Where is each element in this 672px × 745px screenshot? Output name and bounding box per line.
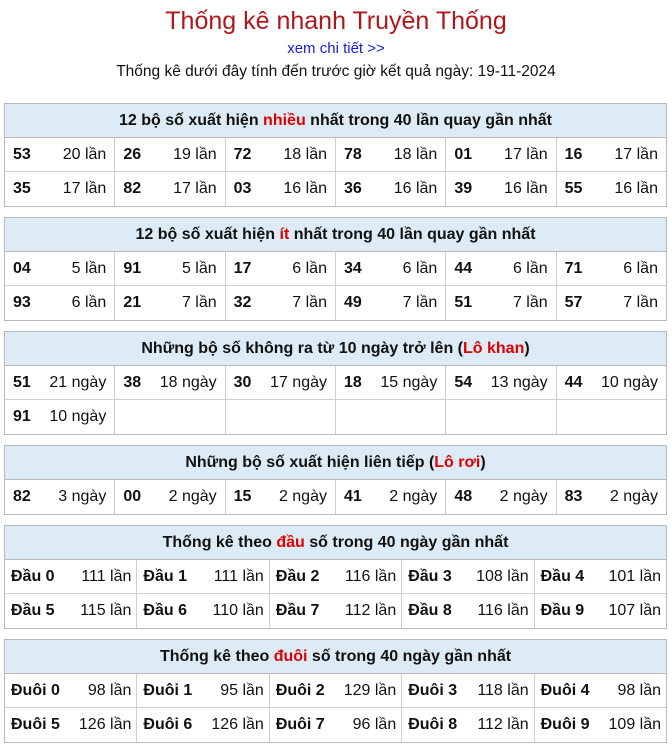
stat-count: 98 lần [87, 681, 132, 699]
stat-count: 17 lần [173, 180, 217, 197]
table-row [5, 138, 666, 172]
stat-cell [446, 286, 556, 320]
stat-cell [115, 172, 225, 206]
stat-cell [5, 138, 115, 171]
stat-count: 16 lần [504, 180, 548, 197]
stat-number: Đầu 1 [143, 567, 187, 585]
stat-number: 53 [13, 145, 31, 163]
stat-cell [557, 480, 666, 514]
stat-count: 109 lần [608, 716, 662, 733]
stat-cell [270, 560, 402, 593]
stat-cell [446, 366, 556, 399]
table-row [5, 480, 666, 514]
stat-cell [226, 286, 336, 320]
stat-number: 18 [343, 373, 362, 391]
stat-number: Đuôi 9 [540, 716, 590, 733]
stat-cell [336, 138, 446, 171]
stat-count: 126 lần [211, 716, 264, 733]
stat-number: 71 [564, 259, 583, 277]
stat-count: 112 lần [477, 716, 529, 733]
stat-cell [270, 708, 402, 742]
stat-number: 78 [343, 145, 362, 163]
stat-cell [446, 400, 556, 434]
date-line: Thống kê dưới đây tính đến trước giờ kết quả ngày: 19-11-2024 [116, 63, 556, 80]
stat-number: Đầu 8 [408, 602, 452, 619]
stat-number: 91 [123, 259, 142, 277]
heading-text: số trong 40 ngày gần nhất [304, 534, 509, 551]
table-row [5, 400, 666, 434]
stat-number: Đuôi 0 [11, 681, 60, 699]
table-row [5, 366, 666, 400]
stat-cell [557, 366, 666, 399]
stat-cell [115, 400, 225, 434]
stat-cell [557, 286, 666, 320]
heading-text: Thống kê theo [159, 648, 274, 665]
stat-cell [336, 400, 446, 434]
stat-count: 116 lần [344, 567, 397, 585]
heading-highlight: nhiều [263, 112, 306, 129]
stat-count: 18 ngày [159, 373, 217, 391]
stat-cell [137, 560, 269, 593]
stat-count: 19 lần [173, 145, 217, 163]
stat-count: 7 lần [181, 294, 217, 311]
stat-count: 101 lần [608, 567, 662, 585]
stat-cell [557, 172, 666, 206]
section-heading [5, 640, 666, 674]
stat-number: Đuôi 3 [408, 681, 458, 699]
stat-number: 49 [343, 294, 362, 311]
lo-roi-section [4, 445, 667, 515]
stat-count: 6 lần [623, 259, 658, 277]
stat-cell [137, 674, 269, 707]
stat-count: 15 ngày [380, 373, 438, 391]
stat-count: 5 lần [71, 259, 107, 277]
stat-count: 111 lần [213, 567, 264, 585]
stat-cell [226, 172, 336, 206]
stat-count: 10 ngày [49, 408, 107, 425]
stat-cell [5, 366, 115, 399]
stat-number: 44 [564, 373, 583, 391]
stat-cell [5, 560, 137, 593]
stat-number: 04 [13, 259, 31, 277]
stat-cell [557, 252, 666, 285]
stat-number: 72 [233, 145, 252, 163]
stat-cell [446, 172, 556, 206]
stat-cell [402, 708, 534, 742]
section-heading [5, 218, 666, 252]
stat-cell [336, 172, 446, 206]
stat-number: 30 [233, 373, 252, 391]
stat-number: 03 [233, 180, 252, 197]
stat-count: 16 lần [393, 180, 438, 197]
stat-count: 16 lần [614, 180, 658, 197]
stat-cell [115, 252, 225, 285]
stat-number: 51 [13, 373, 31, 391]
stat-cell [5, 594, 137, 628]
stat-number: 38 [123, 373, 142, 391]
stat-cell [115, 366, 225, 399]
stat-cell [5, 708, 137, 742]
stat-number: Đầu 2 [275, 567, 320, 585]
stat-cell [5, 480, 115, 514]
stat-number: 51 [454, 294, 473, 311]
table-row [5, 172, 666, 206]
stat-count: 6 lần [402, 259, 438, 277]
heading-text: 12 bộ số xuất hiện [135, 226, 280, 243]
stat-cell [5, 400, 115, 434]
stat-number: Đầu 5 [11, 602, 55, 619]
stat-count: 95 lần [220, 681, 264, 699]
heading-text: 12 bộ số xuất hiện [119, 112, 264, 129]
stat-number: 00 [123, 488, 142, 505]
stat-cell [336, 252, 446, 285]
stat-count: 13 ngày [490, 373, 548, 391]
stat-number: 55 [564, 180, 583, 197]
stat-number: Đuôi 6 [143, 716, 193, 733]
stat-number: 17 [233, 259, 252, 277]
stat-count: 129 lần [343, 681, 397, 699]
stat-number: 41 [343, 488, 362, 505]
stat-count: 108 lần [476, 567, 529, 585]
page-header [0, 0, 672, 86]
stat-cell [535, 594, 666, 628]
section-heading [5, 526, 666, 560]
stat-number: Đuôi 5 [11, 716, 60, 733]
lo-khan-section [4, 331, 667, 435]
stat-count: 6 lần [512, 259, 548, 277]
stat-count: 17 lần [62, 180, 107, 197]
stat-count: 110 lần [212, 602, 264, 619]
section-heading [5, 104, 666, 138]
stat-count: 107 lần [608, 602, 662, 619]
stat-number: Đầu 3 [408, 567, 452, 585]
stat-number: 44 [454, 259, 473, 277]
stat-cell [402, 594, 534, 628]
stat-cell [137, 594, 269, 628]
most-frequent-section [4, 103, 667, 207]
stat-cell [557, 138, 666, 171]
stat-cell [336, 480, 446, 514]
stat-count: 20 lần [62, 145, 107, 163]
heading-text: nhất trong 40 lần quay gần nhất [289, 226, 536, 243]
table-row [5, 560, 666, 594]
stat-count: 2 ngày [499, 488, 548, 505]
stat-cell [535, 674, 666, 707]
stat-number: 57 [564, 294, 583, 311]
table-row [5, 286, 666, 320]
table-row [5, 674, 666, 708]
stat-cell [535, 560, 666, 593]
stat-cell [402, 674, 534, 707]
heading-highlight: Lô rơi [434, 454, 481, 471]
stat-number: 35 [13, 180, 31, 197]
heading-text: ) [524, 340, 530, 357]
heading-text: Những bộ số không ra từ 10 ngày trở lên ( [141, 340, 463, 357]
stat-cell [557, 400, 666, 434]
stat-number: Đầu 7 [275, 602, 320, 619]
stat-number: 82 [123, 180, 142, 197]
stat-cell [446, 252, 556, 285]
heading-text: số trong 40 ngày gần nhất [307, 648, 512, 665]
stat-count: 7 lần [512, 294, 548, 311]
stat-number: Đuôi 1 [143, 681, 193, 699]
stat-count: 17 ngày [270, 373, 327, 391]
detail-link[interactable]: xem chi tiết >> [287, 40, 385, 57]
heading-text: Những bộ số xuất hiện liên tiếp ( [185, 454, 435, 471]
stat-count: 16 lần [283, 180, 327, 197]
stat-number: 93 [13, 294, 31, 311]
stat-cell [5, 172, 115, 206]
table-row [5, 708, 666, 742]
stat-count: 96 lần [352, 716, 397, 733]
stat-cell [535, 708, 666, 742]
stat-number: 48 [454, 488, 473, 505]
stat-count: 115 lần [80, 602, 132, 619]
heading-text: ) [480, 454, 486, 471]
stat-count: 2 ngày [278, 488, 327, 505]
stat-number: Đầu 4 [540, 567, 585, 585]
heading-highlight: đuôi [273, 648, 308, 665]
stat-count: 2 ngày [389, 488, 438, 505]
heading-highlight: ít [279, 226, 290, 243]
table-row [5, 594, 666, 628]
stat-cell [270, 594, 402, 628]
stat-number: 82 [13, 488, 31, 505]
stat-number: 15 [233, 488, 252, 505]
stat-number: Đầu 0 [11, 567, 55, 585]
stat-number: Đuôi 4 [540, 681, 590, 699]
heading-text: Thống kê theo [162, 534, 277, 551]
section-heading [5, 332, 666, 366]
stat-cell [226, 138, 336, 171]
stat-cell [226, 252, 336, 285]
stat-cell [336, 366, 446, 399]
stat-count: 6 lần [71, 294, 107, 311]
section-heading [5, 446, 666, 480]
heading-highlight: đầu [276, 534, 305, 551]
stat-count: 98 lần [617, 681, 662, 699]
stat-cell [446, 138, 556, 171]
stat-count: 116 lần [477, 602, 529, 619]
stat-cell [446, 480, 556, 514]
stat-cell [226, 366, 336, 399]
stat-number: Đuôi 7 [275, 716, 325, 733]
stat-cell [115, 138, 225, 171]
stat-count: 10 ngày [601, 373, 658, 391]
stat-count: 5 lần [181, 259, 217, 277]
stat-count: 6 lần [292, 259, 327, 277]
stat-cell [226, 400, 336, 434]
stat-cell [336, 286, 446, 320]
page-title: Thống kê nhanh Truyền Thống [165, 7, 507, 35]
stat-count: 17 lần [614, 145, 658, 163]
stat-cell [402, 560, 534, 593]
heading-highlight: Lô khan [463, 340, 525, 357]
stat-number: 01 [454, 145, 473, 163]
stat-cell [226, 480, 336, 514]
stat-cell [5, 252, 115, 285]
stat-number: Đầu 9 [540, 602, 585, 619]
stat-count: 118 lần [477, 681, 529, 699]
stat-cell [5, 286, 115, 320]
stat-count: 7 lần [402, 294, 438, 311]
stat-number: Đầu 6 [143, 602, 187, 619]
stat-number: 39 [454, 180, 473, 197]
stat-number: 32 [233, 294, 252, 311]
stat-number: Đuôi 8 [408, 716, 458, 733]
stat-cell [270, 674, 402, 707]
stat-number: 34 [343, 259, 362, 277]
stat-count: 111 lần [81, 567, 132, 585]
stat-cell [115, 286, 225, 320]
stat-count: 18 lần [283, 145, 327, 163]
dau-section [4, 525, 667, 629]
duoi-section [4, 639, 667, 743]
stat-cell [115, 480, 225, 514]
stat-count: 3 ngày [58, 488, 107, 505]
stat-number: 21 [123, 294, 142, 311]
stat-count: 112 lần [344, 602, 397, 619]
stat-number: 83 [564, 488, 583, 505]
stat-number: 16 [564, 145, 583, 163]
stat-number: 36 [343, 180, 362, 197]
stat-count: 2 ngày [609, 488, 658, 505]
stat-count: 21 ngày [49, 373, 107, 391]
stat-number: Đuôi 2 [275, 681, 325, 699]
stat-number: 26 [123, 145, 142, 163]
stat-count: 18 lần [393, 145, 438, 163]
heading-text: nhất trong 40 lần quay gần nhất [305, 112, 552, 129]
stat-count: 126 lần [78, 716, 132, 733]
stat-count: 7 lần [292, 294, 327, 311]
least-frequent-section [4, 217, 667, 321]
stat-cell [137, 708, 269, 742]
stat-count: 7 lần [623, 294, 658, 311]
stat-number: 54 [454, 373, 473, 391]
stat-count: 17 lần [504, 145, 548, 163]
stat-cell [5, 674, 137, 707]
table-row [5, 252, 666, 286]
stat-number: 91 [13, 408, 31, 425]
stat-count: 2 ngày [168, 488, 217, 505]
